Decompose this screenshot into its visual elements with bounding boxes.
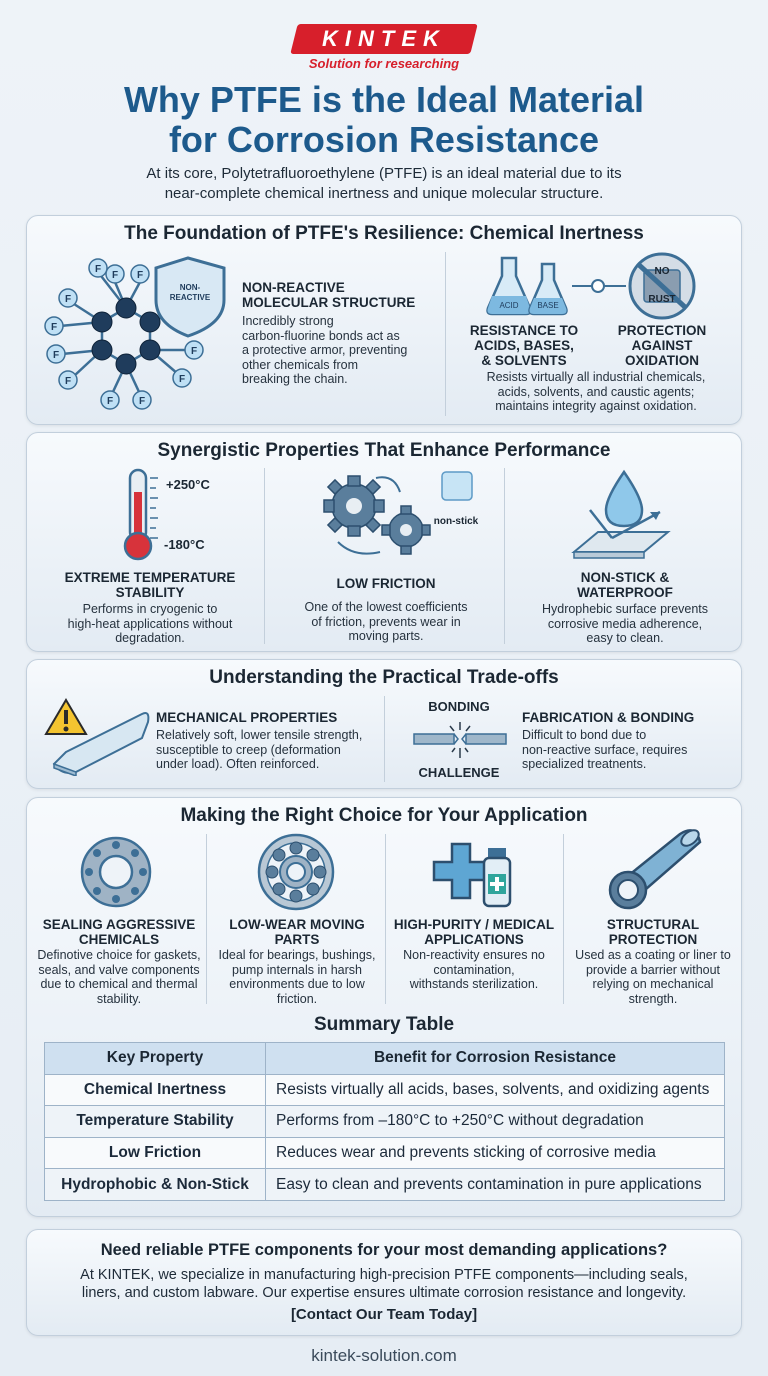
structure-heading: NON-REACTIVE — [242, 280, 345, 295]
resists-text: Resists virtually all industrial chemicals, acids, solvents, and caustic agents; maintains integrity against oxidation. — [486, 370, 706, 413]
nonstick-block: NON-STICK & WATERPROOF Hydrophebic surface prevents corrosive media adherence, easy to clean. — [541, 570, 709, 645]
inertness-title: The Foundation of PTFE's Resilience: Chemical Inertness — [124, 223, 644, 244]
synergy-title: Synergistic Properties That Enhance Performance — [157, 440, 611, 461]
warning-icon — [42, 694, 152, 776]
gears-icon — [318, 470, 488, 562]
shield-label: NON- — [179, 283, 201, 292]
title-line-1: Why PTFE is the Ideal Material — [123, 79, 645, 120]
non-stick-tag: non-stick — [433, 516, 479, 527]
oxidation-heading: PROTECTION AGAINST OXIDATION — [617, 323, 707, 368]
table-row — [45, 1106, 725, 1138]
divider — [563, 834, 564, 1004]
summary-title: Summary Table — [313, 1014, 455, 1035]
atom-f: F — [50, 322, 58, 333]
divider — [384, 696, 385, 782]
thermometer-icon — [112, 466, 232, 566]
atom-f: F — [111, 270, 119, 281]
gasket-icon — [78, 834, 154, 910]
title-line-2: for Corrosion Resistance — [168, 119, 600, 160]
flask-base-label: BASE — [537, 301, 559, 310]
resistance-heading: RESISTANCE TO ACIDS, BASES, & SOLVENTS — [469, 323, 579, 368]
table-cell: Low Friction — [45, 1137, 266, 1169]
table-cell: Resists virtually all acids, bases, solvents, and oxidizing agents — [266, 1074, 725, 1106]
temp-low-label: -180°C — [164, 537, 205, 552]
table-row — [45, 1169, 725, 1201]
intro-text — [40, 164, 728, 204]
logo-tagline: Solution for researching — [308, 56, 460, 71]
atom-f: F — [64, 294, 72, 305]
pipe-icon — [604, 826, 704, 912]
bonding-label: BONDING — [428, 699, 490, 714]
sealing-block: SEALING AGGRESSIVE CHEMICALS Definotive choice for gaskets, seals, and valve components due to chemical and thermal stability. — [37, 917, 201, 1006]
chemical-flasks-icon — [486, 252, 706, 324]
table-row — [45, 1137, 725, 1169]
application-title: Making the Right Choice for Your Application — [180, 805, 588, 826]
page-title — [20, 80, 748, 160]
footer-url[interactable]: kintek-solution.com — [311, 1346, 457, 1365]
divider — [445, 252, 446, 416]
mechanical-block: MECHANICAL PROPERTIES Relatively soft, lower tensile strength, susceptible to creep (deformation under load). Often reinforced. — [156, 710, 363, 771]
atom-f: F — [94, 264, 102, 275]
divider — [206, 834, 207, 1004]
atom-f: F — [138, 396, 146, 407]
fabrication-block: FABRICATION & BONDING Difficult to bond due to non-reactive surface, requires specialized treatnents. — [522, 710, 695, 771]
tradeoffs-title: Understanding the Practical Trade-offs — [209, 667, 559, 688]
logo-text: KINTEK — [322, 26, 446, 51]
low-wear-block: LOW-WEAR MOVING PARTS Ideal for bearings, bushings, pump internals in harsh environments due to low friction. — [218, 917, 376, 1006]
table-row — [45, 1074, 725, 1106]
broken-bond-icon — [410, 718, 510, 762]
intro-line-2: near-complete chemical inertness and unique molecular structure. — [164, 185, 604, 202]
bearing-icon — [256, 832, 336, 912]
cta-title: Need reliable PTFE components for your most demanding applications? — [100, 1241, 668, 1259]
no-rust-label: RUST — [648, 294, 676, 305]
summary-table — [44, 1042, 725, 1201]
table-cell: Hydrophobic & Non-Stick — [45, 1169, 266, 1201]
medical-block: HIGH-PURITY / MEDICAL APPLICATIONS Non-reactivity ensures no contamination, withstands sterilization. — [393, 917, 555, 991]
water-drop-icon — [566, 468, 676, 564]
friction-block: LOW FRICTION One of the lowest coefficients of friction, prevents wear in moving parts. — [304, 576, 468, 643]
table-cell: Easy to clean and prevents contamination in pure applications — [266, 1169, 725, 1201]
atom-f: F — [136, 270, 144, 281]
temp-high-label: +250°C — [166, 477, 210, 492]
structure-heading: MOLECULAR STRUCTURE — [242, 295, 416, 310]
intro-line-1: At its core, Polytetrafluoroethylene (PTFE) is an ideal material due to its — [146, 165, 622, 182]
divider — [385, 834, 386, 1004]
shield-label: REACTIVE — [169, 293, 211, 302]
atom-f: F — [64, 376, 72, 387]
table-cell: Chemical Inertness — [45, 1074, 266, 1106]
structure-block: NON-REACTIVE MOLECULAR STRUCTURE Incredibly strong carbon-fluorine bonds act as a protective armor, preventing other chemicals from breaking the chain. — [242, 280, 438, 387]
atom-f: F — [178, 374, 186, 385]
cta-body: At KINTEK, we specialize in manufacturing high-precision PTFE components—including seals, liners, and custom labware. Our expertise ensures ultimate corrosion resistance and longevity. — [80, 1267, 688, 1301]
table-header: Key Property — [45, 1043, 266, 1075]
divider — [504, 468, 505, 644]
no-rust-label: NO — [654, 266, 670, 277]
table-header-row — [45, 1043, 725, 1075]
table-cell: Performs from –180°C to +250°C without degradation — [266, 1106, 725, 1138]
divider — [264, 468, 265, 644]
flask-acid-label: ACID — [499, 301, 519, 310]
atom-f: F — [52, 350, 60, 361]
structural-block: STRUCTURAL PROTECTION Used as a coating or liner to provide a barrier without relying on mechanical strength. — [575, 917, 731, 1006]
atom-f: F — [106, 396, 114, 407]
table-cell: Temperature Stability — [45, 1106, 266, 1138]
ptfe-molecule-icon — [38, 252, 228, 417]
table-header: Benefit for Corrosion Resistance — [266, 1043, 725, 1075]
atom-f: F — [190, 346, 198, 357]
table-cell: Reduces wear and prevents sticking of corrosive media — [266, 1137, 725, 1169]
temperature-block: EXTREME TEMPERATURE STABILITY Performs in cryogenic to high-heat applications without degradation. — [64, 570, 236, 645]
contact-button[interactable]: [Contact Our Team Today] — [290, 1306, 478, 1323]
medical-icon — [430, 832, 520, 912]
challenge-label: CHALLENGE — [418, 765, 500, 780]
